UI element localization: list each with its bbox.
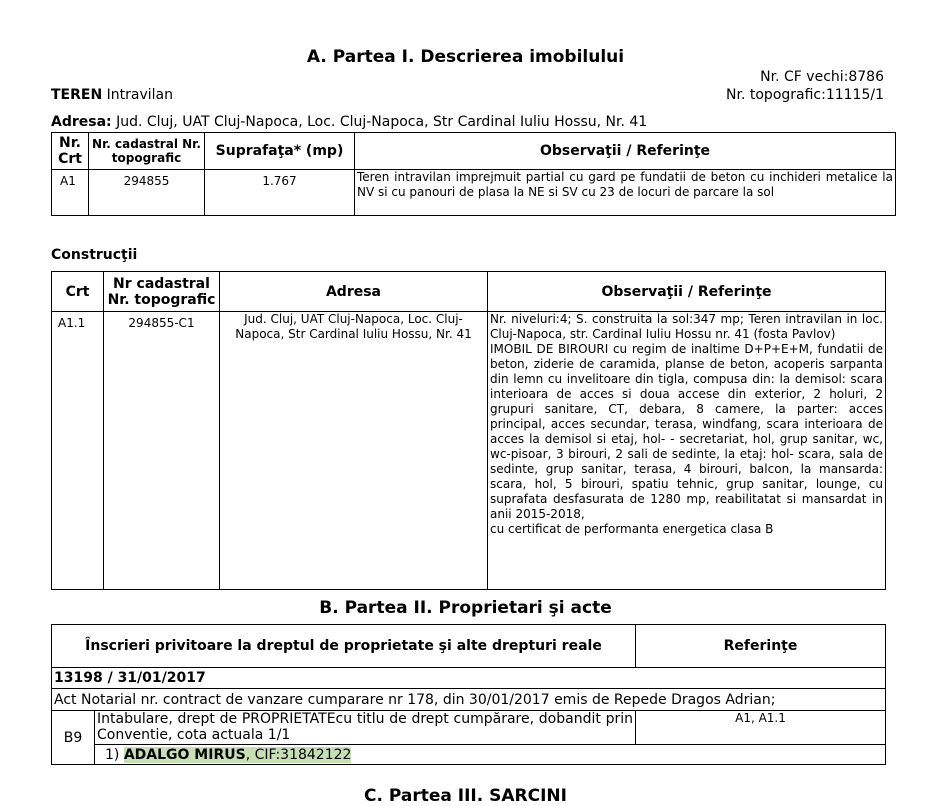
referinte-value: A1, A1.1 bbox=[636, 711, 886, 745]
owner-row bbox=[52, 745, 886, 765]
cell-adresa: Jud. Cluj, UAT Cluj-Napoca, Loc. Cluj-Napoca, Str Cardinal Iuliu Hossu, Nr. 41 bbox=[220, 312, 488, 590]
adresa-label: Adresa: bbox=[51, 114, 112, 130]
entry-number-row bbox=[52, 668, 886, 689]
constructii-table-header bbox=[52, 272, 886, 312]
part-b-title: B. Partea II. Proprietari şi acte bbox=[319, 598, 612, 618]
constructii-title: Construcţii bbox=[51, 247, 138, 263]
intabulare-row bbox=[52, 711, 886, 745]
col-nr-cadastral: Nr. cadastral Nr. topografic bbox=[89, 133, 205, 170]
part-c-title: C. Partea III. SARCINI bbox=[364, 786, 567, 806]
teren-type: Intravilan bbox=[106, 87, 173, 103]
proprietari-table bbox=[51, 624, 886, 765]
observatii-intro: Nr. niveluri:4; S. construita la sol:347 mp; Teren intravilan in loc. Cluj-Napoca, str. Cardinal Iuliu Hossu nr. 41 (fosta Pavlov) bbox=[490, 312, 883, 341]
col-nr-crt: Nr. Crt bbox=[52, 133, 89, 170]
col-nr-cadastral: Nr cadastral Nr. topografic bbox=[104, 272, 220, 312]
proprietari-table-header bbox=[52, 625, 886, 668]
col-referinte: Referinţe bbox=[636, 625, 886, 668]
col-adresa: Adresa bbox=[220, 272, 488, 312]
b-code: B9 bbox=[52, 711, 95, 765]
owner-name: ADALGO MIRUS bbox=[123, 746, 246, 763]
cell-cadastral: 294855 bbox=[89, 170, 205, 216]
table-row bbox=[52, 312, 886, 590]
nr-topografic: Nr. topografic:11115/1 bbox=[726, 87, 884, 103]
teren-label: TEREN bbox=[51, 87, 103, 103]
part-a-title: A. Partea I. Descrierea imobilului bbox=[306, 47, 625, 67]
col-crt: Crt bbox=[52, 272, 104, 312]
owner-cif: , CIF:31842122 bbox=[245, 746, 352, 763]
cell-crt: A1 bbox=[52, 170, 89, 216]
cell-observatii: Teren intravilan imprejmuit partial cu gard pe fundatii de beton cu inchideri metalice la NV si cu panouri de plasa la NE si SV cu 23 de locuri de parcare la sol bbox=[355, 170, 896, 216]
teren-table-header bbox=[52, 133, 896, 170]
teren-table bbox=[51, 132, 896, 216]
intabulare-text: Intabulare, drept de PROPRIETATEcu titlu de drept cumpărare, dobandit prin Conventie, cota actuala 1/1 bbox=[95, 711, 636, 745]
act-notarial: Act Notarial nr. contract de vanzare cumparare nr 178, din 30/01/2017 emis de Repede Dragos Adrian; bbox=[52, 689, 886, 711]
adresa-value: Jud. Cluj, UAT Cluj-Napoca, Loc. Cluj-Napoca, Str Cardinal Iuliu Hossu, Nr. 41 bbox=[116, 114, 648, 130]
col-observatii: Observaţii / Referinţe bbox=[355, 133, 896, 170]
act-row bbox=[52, 689, 886, 711]
entry-number: 13198 / 31/01/2017 bbox=[52, 668, 886, 689]
owner-index: 1) bbox=[105, 746, 120, 763]
cell-cadastral: 294855-C1 bbox=[104, 312, 220, 590]
cell-observatii bbox=[488, 312, 886, 590]
observatii-body: IMOBIL DE BIROURI cu regim de inaltime D+P+E+M, fundatii de beton, ziderie de caramida, planse de beton, acoperis sarpanta din lemn cu invelitoare din tigla, compusa din: la demisol: scara interioara de acces si doua accese din exterior, 2 holuri, 2 grupuri sanitare, CT, debara, 8 camere, la parter: acces principal, acces secundar, terasa, windfang, scara interioara de acces la demisol si etaj, hol- - secretariat, hol, grup sanitar, wc, wc-pisoar, 3 birouri, 2 sali de sedinte, la etaj: hol- scara, sala de sedinte, grup sanitar, terasa, 4 birouri, balcon, la mansarda: scara, hol, 5 birouri, spatiu tehnic, grup sanitar, lounge, cu suprafata desfasurata de 1280 mp, reabilitatat si mansardat in anii 2015-2018, bbox=[490, 342, 883, 521]
constructii-table bbox=[51, 271, 886, 590]
observatii-end: cu certificat de performanta energetica clasa B bbox=[490, 522, 774, 536]
cell-crt: A1.1 bbox=[52, 312, 104, 590]
cf-vechi: Nr. CF vechi:8786 bbox=[760, 69, 884, 85]
teren-line bbox=[51, 87, 173, 103]
owner-highlight bbox=[124, 747, 352, 763]
table-row bbox=[52, 170, 896, 216]
col-observatii: Observaţii / Referinţe bbox=[488, 272, 886, 312]
col-inscrieri: Înscrieri privitoare la dreptul de proprietate şi alte drepturi reale bbox=[52, 625, 636, 668]
cell-suprafata: 1.767 bbox=[205, 170, 355, 216]
owner-cell bbox=[95, 745, 886, 765]
adresa-line bbox=[51, 114, 647, 130]
col-suprafata: Suprafaţa* (mp) bbox=[205, 133, 355, 170]
